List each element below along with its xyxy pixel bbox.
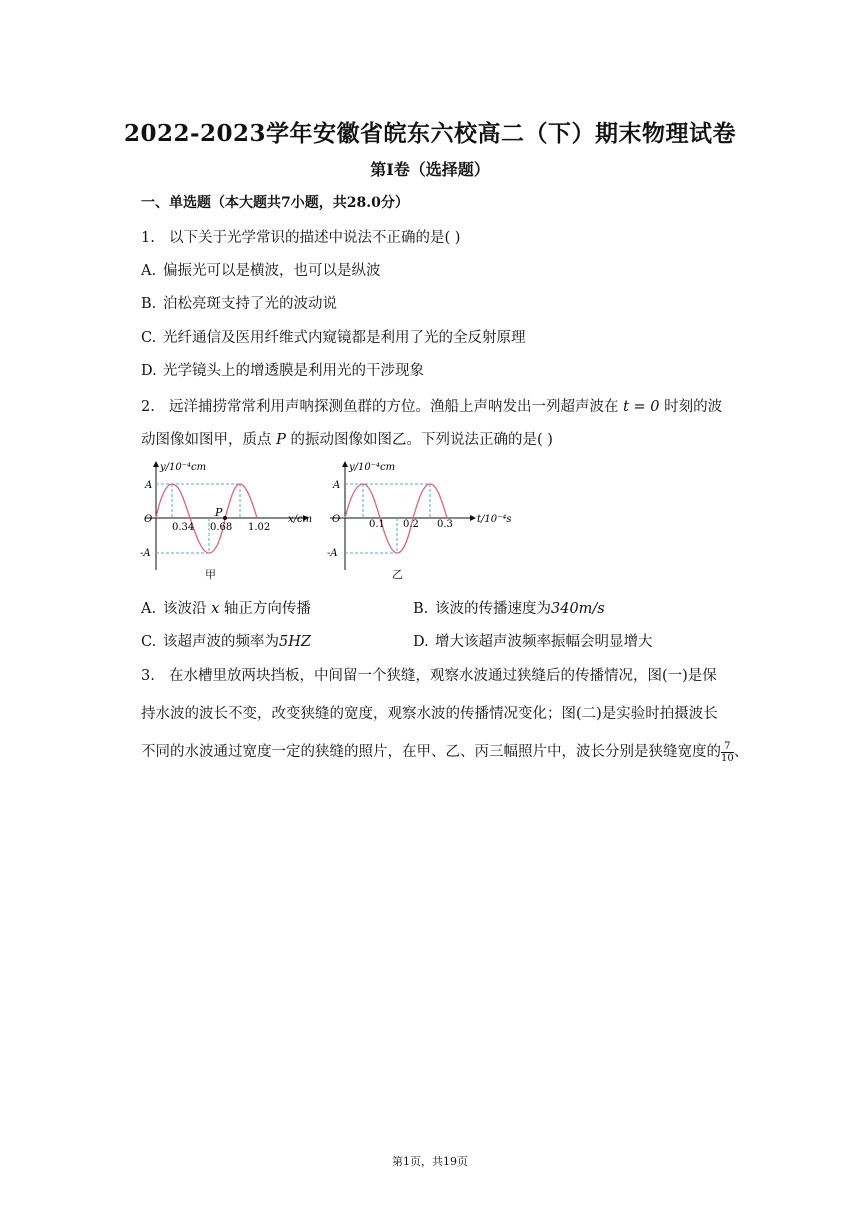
origin-label: O [144, 514, 153, 525]
option-letter: C. [141, 634, 157, 650]
q1-option-b [141, 292, 337, 313]
y-axis-label: y/10⁻⁴cm [160, 462, 207, 473]
punctuation: 、 [733, 744, 749, 760]
q1-option-d [141, 359, 424, 380]
fraction [721, 741, 734, 764]
option-text: 该超声波的频率为 [163, 634, 279, 650]
question-stem: 动图像如图甲，质点 [141, 432, 272, 448]
tick-label: 0.2 [403, 519, 419, 530]
option-letter: D. [141, 363, 157, 379]
exam-title: 2022-2023学年安徽省皖东六校高二（下）期末物理试卷 [123, 120, 737, 147]
option-letter: A. [141, 601, 157, 617]
question-3-line1 [141, 664, 717, 685]
amp-label: A [145, 480, 153, 491]
question-number: 3. [141, 668, 155, 684]
figure-caption-right: 乙 [392, 568, 403, 581]
q2-option-a [141, 597, 311, 618]
question-number: 1. [141, 230, 155, 246]
q2-option-c [141, 630, 311, 651]
option-text: 增大该超声波频率振幅会明显增大 [435, 634, 653, 650]
amp-label: A [333, 480, 341, 491]
option-letter: C. [141, 330, 157, 346]
option-letter: A. [141, 263, 157, 279]
option-letter: B. [413, 601, 429, 617]
question-stem: 以下关于光学常识的描述中说法不正确的是( ) [169, 230, 461, 246]
point-p [223, 516, 227, 520]
q1-option-c [141, 326, 526, 347]
question-number: 2. [141, 399, 155, 415]
page-footer: 第1页，共19页 [392, 1155, 468, 1168]
question-stem: 在水槽里放两块挡板，中间留一个狭缝，观察水波通过狭缝后的传播情况，图(一)是保 [169, 668, 717, 684]
question-3-line2: 持水波的波长不变，改变狭缝的宽度，观察水波的传播情况变化；图(二)是实验时拍摄波长 [141, 706, 718, 722]
question-3-line3 [141, 740, 748, 764]
question-stem: 的振动图像如图乙。下列说法正确的是( ) [290, 432, 553, 448]
tick-label: 0.34 [172, 522, 195, 533]
tick-label: 0.68 [210, 522, 233, 533]
question-2-line1 [141, 395, 722, 416]
origin-label: O [332, 514, 341, 525]
q2-option-b [413, 597, 605, 618]
option-text: 偏振光可以是横波，也可以是纵波 [163, 263, 381, 279]
math-expression: P [276, 432, 286, 448]
option-text: 轴正方向传播 [223, 601, 311, 617]
vibration-graph-right [325, 458, 520, 583]
option-letter: B. [141, 296, 157, 312]
option-letter: D. [413, 634, 429, 650]
math-expression: 5HZ [279, 634, 311, 650]
option-text: 光学镜头上的增透膜是利用光的干涉现象 [163, 363, 424, 379]
volume-subtitle: 第I卷（选择题） [370, 160, 490, 179]
question-stem: 时刻的波 [664, 399, 723, 415]
option-text: 该波的传播速度为 [435, 601, 551, 617]
q2-option-d [413, 630, 653, 651]
tick-label: 0.1 [369, 519, 385, 530]
question-stem: 不同的水波通过宽度一定的狭缝的照片，在甲、乙、丙三幅照片中，波长分别是狭缝宽度的 [141, 744, 721, 760]
math-expression: x [211, 601, 220, 617]
tick-label: 1.02 [248, 522, 271, 533]
point-label: P [215, 506, 223, 519]
fraction-denominator: 10 [721, 752, 734, 764]
question-stem: 远洋捕捞常常利用声呐探测鱼群的方位。渔船上声呐发出一列超声波在 [169, 399, 619, 415]
x-axis-label: x/cm [288, 514, 313, 525]
section-heading: 一、单选题（本大题共7小题，共28.0分） [141, 195, 409, 211]
option-text: 该波沿 [163, 601, 207, 617]
figure-caption-left: 甲 [205, 568, 216, 581]
x-axis-label: t/10⁻⁴s [477, 514, 512, 525]
amp-label: -A [140, 548, 151, 559]
question-1 [141, 226, 460, 247]
math-expression: 340m/s [551, 601, 605, 617]
wave-graph-left [140, 458, 320, 583]
amp-label: -A [327, 548, 338, 559]
option-text: 光纤通信及医用纤维式内窥镜都是利用了光的全反射原理 [163, 330, 526, 346]
q1-option-a [141, 259, 381, 280]
y-axis-label: y/10⁻⁴cm [349, 462, 396, 473]
option-text: 泊松亮斑支持了光的波动说 [163, 296, 337, 312]
fraction-numerator: 7 [721, 741, 734, 753]
question-2-line2 [141, 428, 553, 449]
math-expression: t = 0 [623, 399, 660, 415]
tick-label: 0.3 [437, 519, 453, 530]
